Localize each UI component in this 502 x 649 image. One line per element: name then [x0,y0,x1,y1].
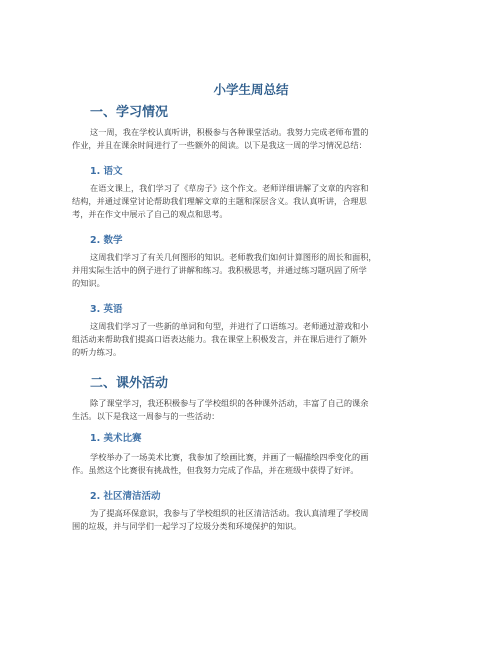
paragraph-line: 并用实际生活中的例子进行了讲解和练习。我积极思考，并通过练习题巩固了所学 [72,265,367,275]
subsection-body-english [72,320,436,359]
paragraph-line: 在语文课上，我们学习了《草房子》这个作文。老师详细讲解了文章的内容和 [90,183,369,193]
subsection-body-math [72,251,436,290]
paragraph-line: 学校举办了一场美术比赛，我参加了绘画比赛，并画了一幅描绘四季变化的画 [90,452,369,462]
section-intro-activities [72,397,436,423]
paragraph-line: 作业，并且在课余时间进行了一些额外的阅读。以下是我这一周的学习情况总结： [72,140,367,150]
subsection-heading-chinese: 1. 语文 [90,166,123,177]
paragraph-line: 围的垃圾，并与同学们一起学习了垃圾分类和环境保护的知识。 [72,521,302,531]
paragraph-line: 生活。以下是我这一周参与的一些活动： [72,411,220,421]
subsection-body-chinese [72,182,436,221]
paragraph-line: 结构，并通过课堂讨论帮助我们理解文章的主题和深层含义。我认真听讲，合理思 [72,196,367,206]
paragraph-line: 这周我们学习了有关几何图形的知识。老师教我们如何计算图形的周长和面积， [90,252,377,262]
subsection-heading-math: 2. 数学 [90,235,123,246]
subsection-heading-english: 3. 英语 [90,304,123,315]
paragraph-line: 的听力练习。 [72,347,122,357]
paragraph-line: 的知识。 [72,278,105,288]
paragraph-line: 为了提高环保意识，我参与了学校组织的社区清洁活动。我认真清理了学校周 [90,508,369,518]
section-heading-activities: 二、课外活动 [90,376,169,391]
paragraph-line: 考，并在作文中展示了自己的观点和思考。 [72,209,228,219]
subsection-body-community-cleanup [72,507,436,533]
paragraph-line: 除了课堂学习，我还积极参与了学校组织的各种课外活动，丰富了自己的课余 [90,398,369,408]
section-heading-study: 一、学习情况 [90,105,169,120]
subsection-heading-art-contest: 1. 美术比赛 [90,433,142,444]
paragraph-line: 这周我们学习了一些新的单词和句型，并进行了口语练习。老师通过游戏和小 [90,321,369,331]
subsection-heading-community-cleanup: 2. 社区清洁活动 [90,491,161,502]
paragraph-line: 组活动来帮助我们提高口语表达能力。我在课堂上积极发言，并在课后进行了额外 [72,334,367,344]
section-intro-study [72,126,436,152]
paragraph-line: 作。虽然这个比赛很有挑战性，但我努力完成了作品，并在班级中获得了好评。 [72,465,359,475]
subsection-body-art-contest [72,451,436,477]
document-title: 小学生周总结 [213,82,289,97]
paragraph-line: 这一周，我在学校认真听讲，积极参与各种课堂活动。我努力完成老师布置的 [90,127,369,137]
